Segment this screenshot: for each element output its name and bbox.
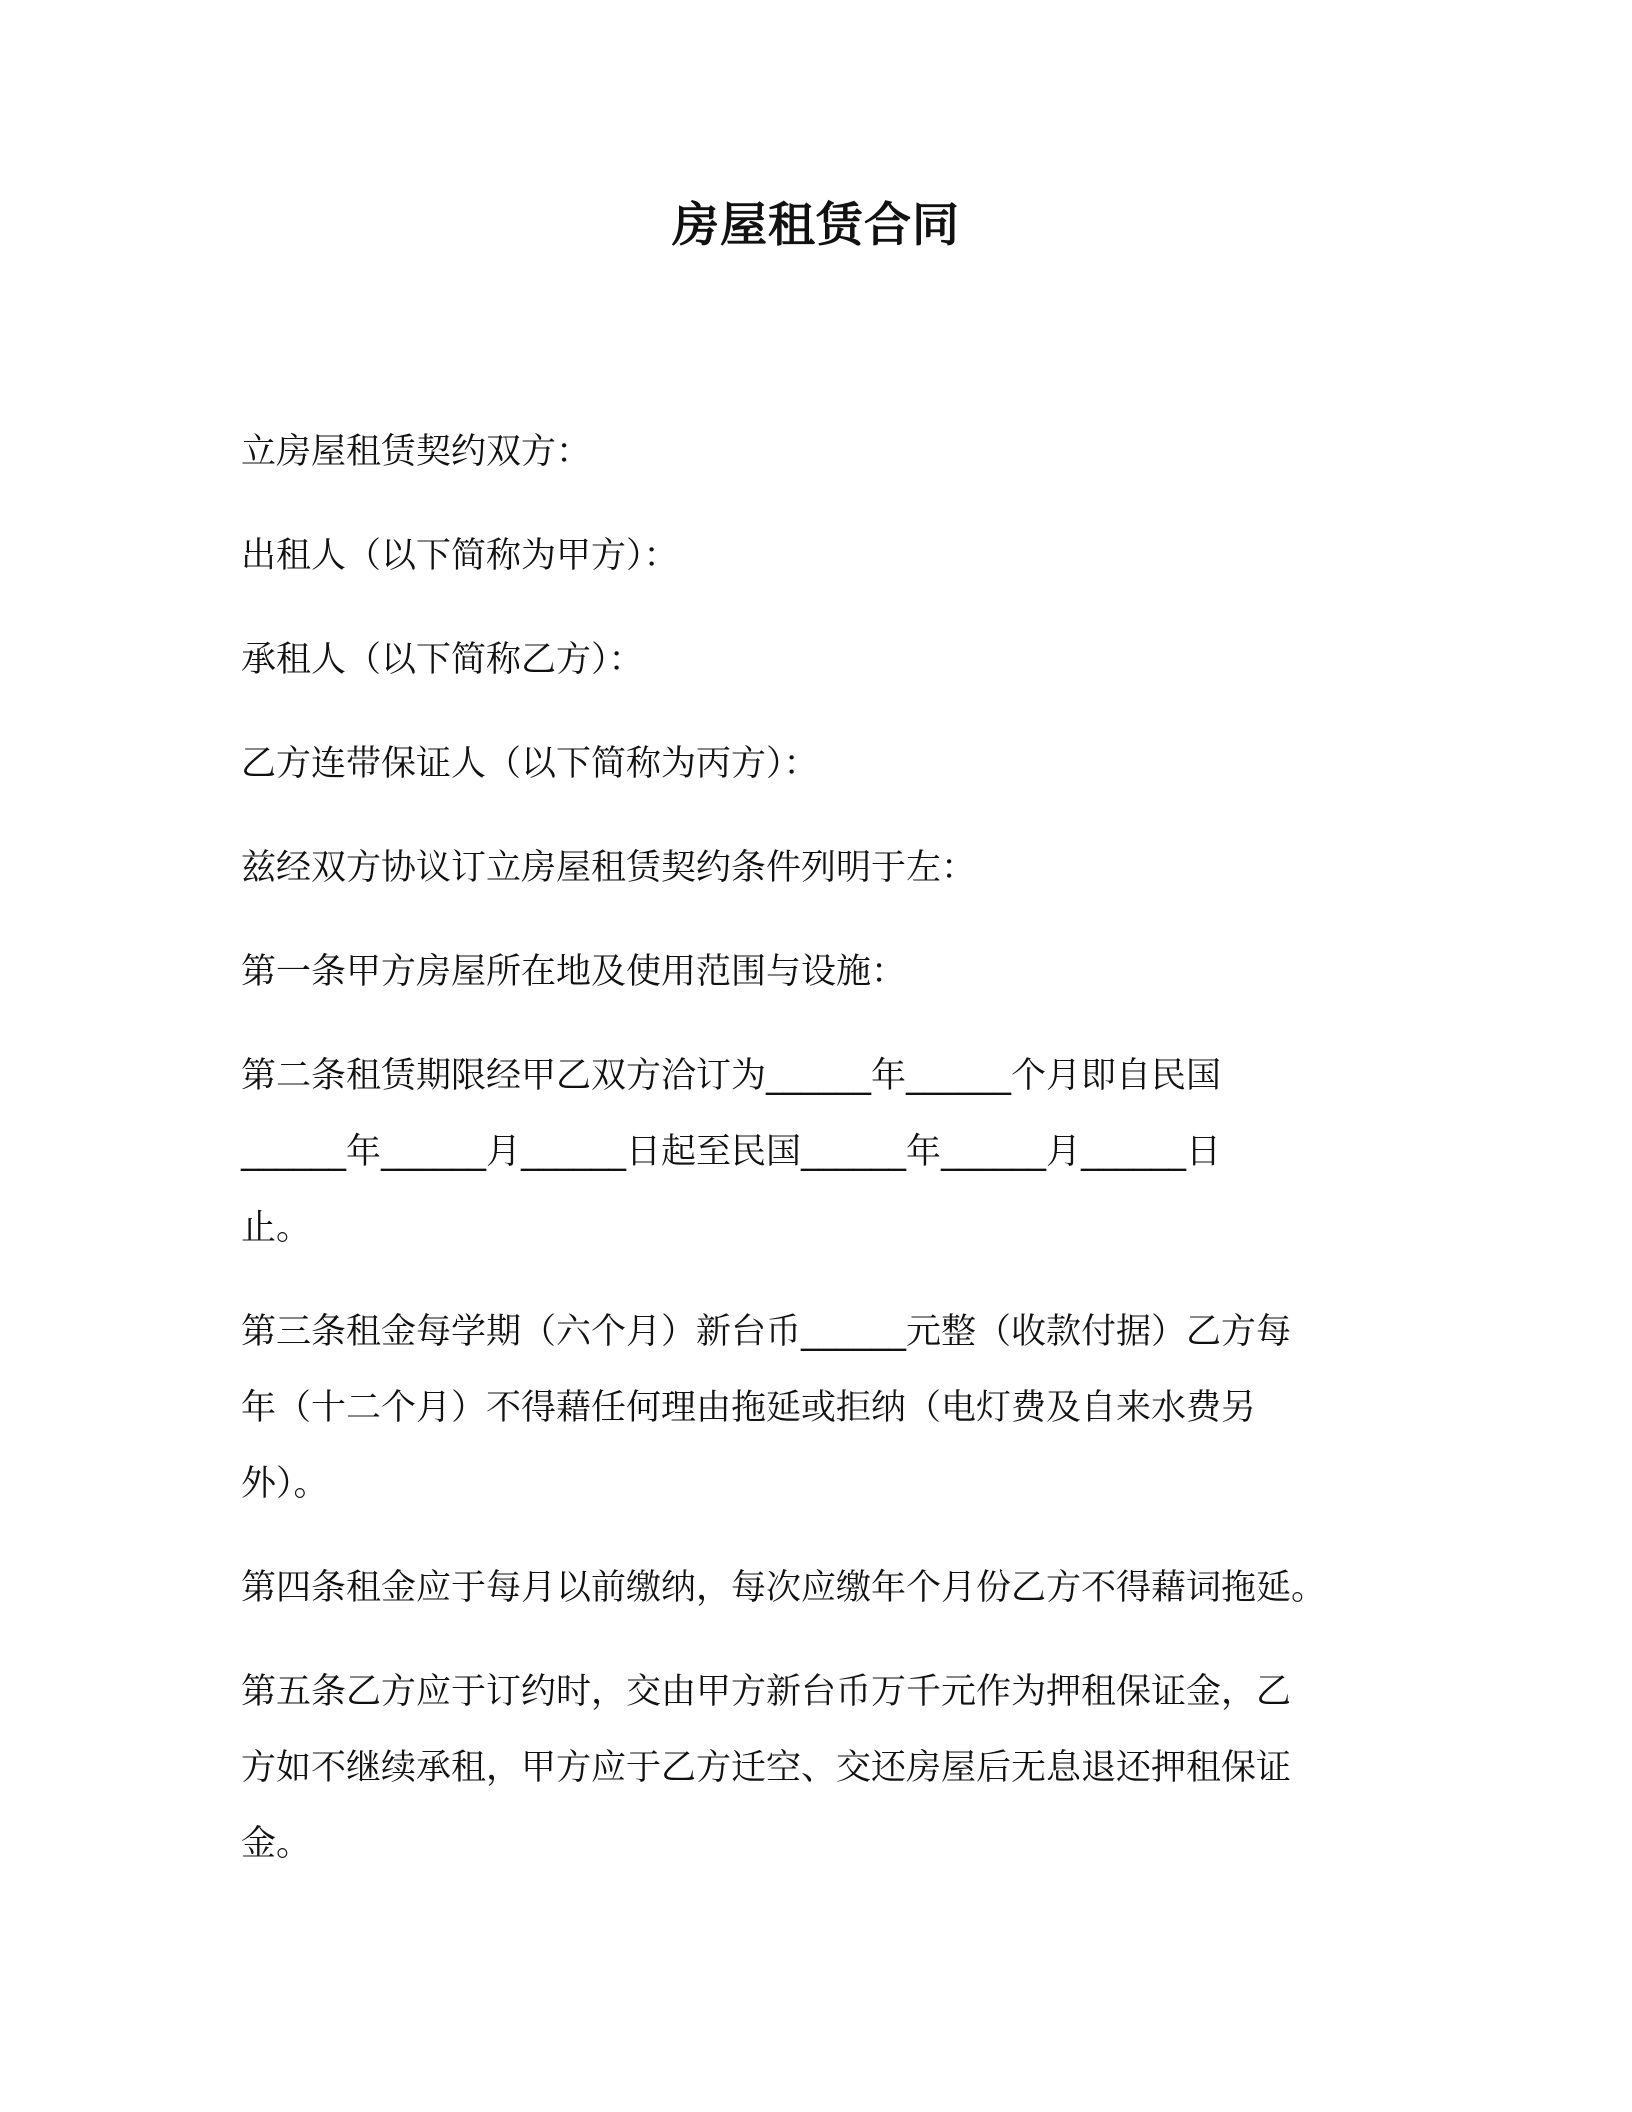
article-3 — [241, 1294, 1421, 1522]
paragraph-line: 第一条甲方房屋所在地及使用范围与设施： — [241, 952, 907, 992]
paragraph-line: 出租人（以下简称为甲方）： — [241, 536, 679, 576]
paragraph-line: 第二条租赁期限经甲乙双方洽订为______年______个月即自民国 — [241, 1056, 1222, 1096]
paragraph-line: 第五条乙方应于订约时，交由甲方新台币万千元作为押租保证金，乙 — [241, 1672, 1292, 1712]
paragraph-line: 承租人（以下简称乙方）： — [241, 640, 644, 680]
paragraph-line: ______年______月______日起至民国______年______月______日 — [241, 1132, 1222, 1172]
article-1 — [241, 934, 1421, 1010]
paragraph-parties-intro — [241, 414, 1421, 490]
article-4 — [241, 1550, 1421, 1626]
paragraph-line: 方如不继续承租，甲方应于乙方迁空、交还房屋后无息退还押租保证 — [241, 1748, 1292, 1788]
paragraph-line: 乙方连带保证人（以下简称为丙方）： — [241, 744, 819, 784]
paragraph-guarantor — [241, 726, 1421, 802]
paragraph-lessor — [241, 518, 1421, 594]
document-body — [241, 414, 1421, 1910]
article-5 — [241, 1654, 1421, 1882]
paragraph-line: 止。 — [241, 1208, 312, 1248]
paragraph-lessee — [241, 622, 1421, 698]
paragraph-line: 立房屋租赁契约双方： — [241, 432, 592, 472]
document-title: 房屋租赁合同 — [672, 198, 960, 253]
paragraph-line: 年（十二个月）不得藉任何理由拖延或拒纳（电灯费及自来水费另 — [241, 1388, 1257, 1428]
paragraph-line: 第三条租金每学期（六个月）新台币______元整（收款付据）乙方每 — [241, 1312, 1292, 1352]
paragraph-line: 第四条租金应于每月以前缴纳，每次应缴年个月份乙方不得藉词拖延。 — [241, 1568, 1327, 1608]
paragraph-line: 金。 — [241, 1824, 312, 1864]
paragraph-agreement — [241, 830, 1421, 906]
article-2 — [241, 1038, 1421, 1266]
paragraph-line: 外）。 — [241, 1464, 329, 1504]
paragraph-line: 兹经双方协议订立房屋租赁契约条件列明于左： — [241, 848, 977, 888]
